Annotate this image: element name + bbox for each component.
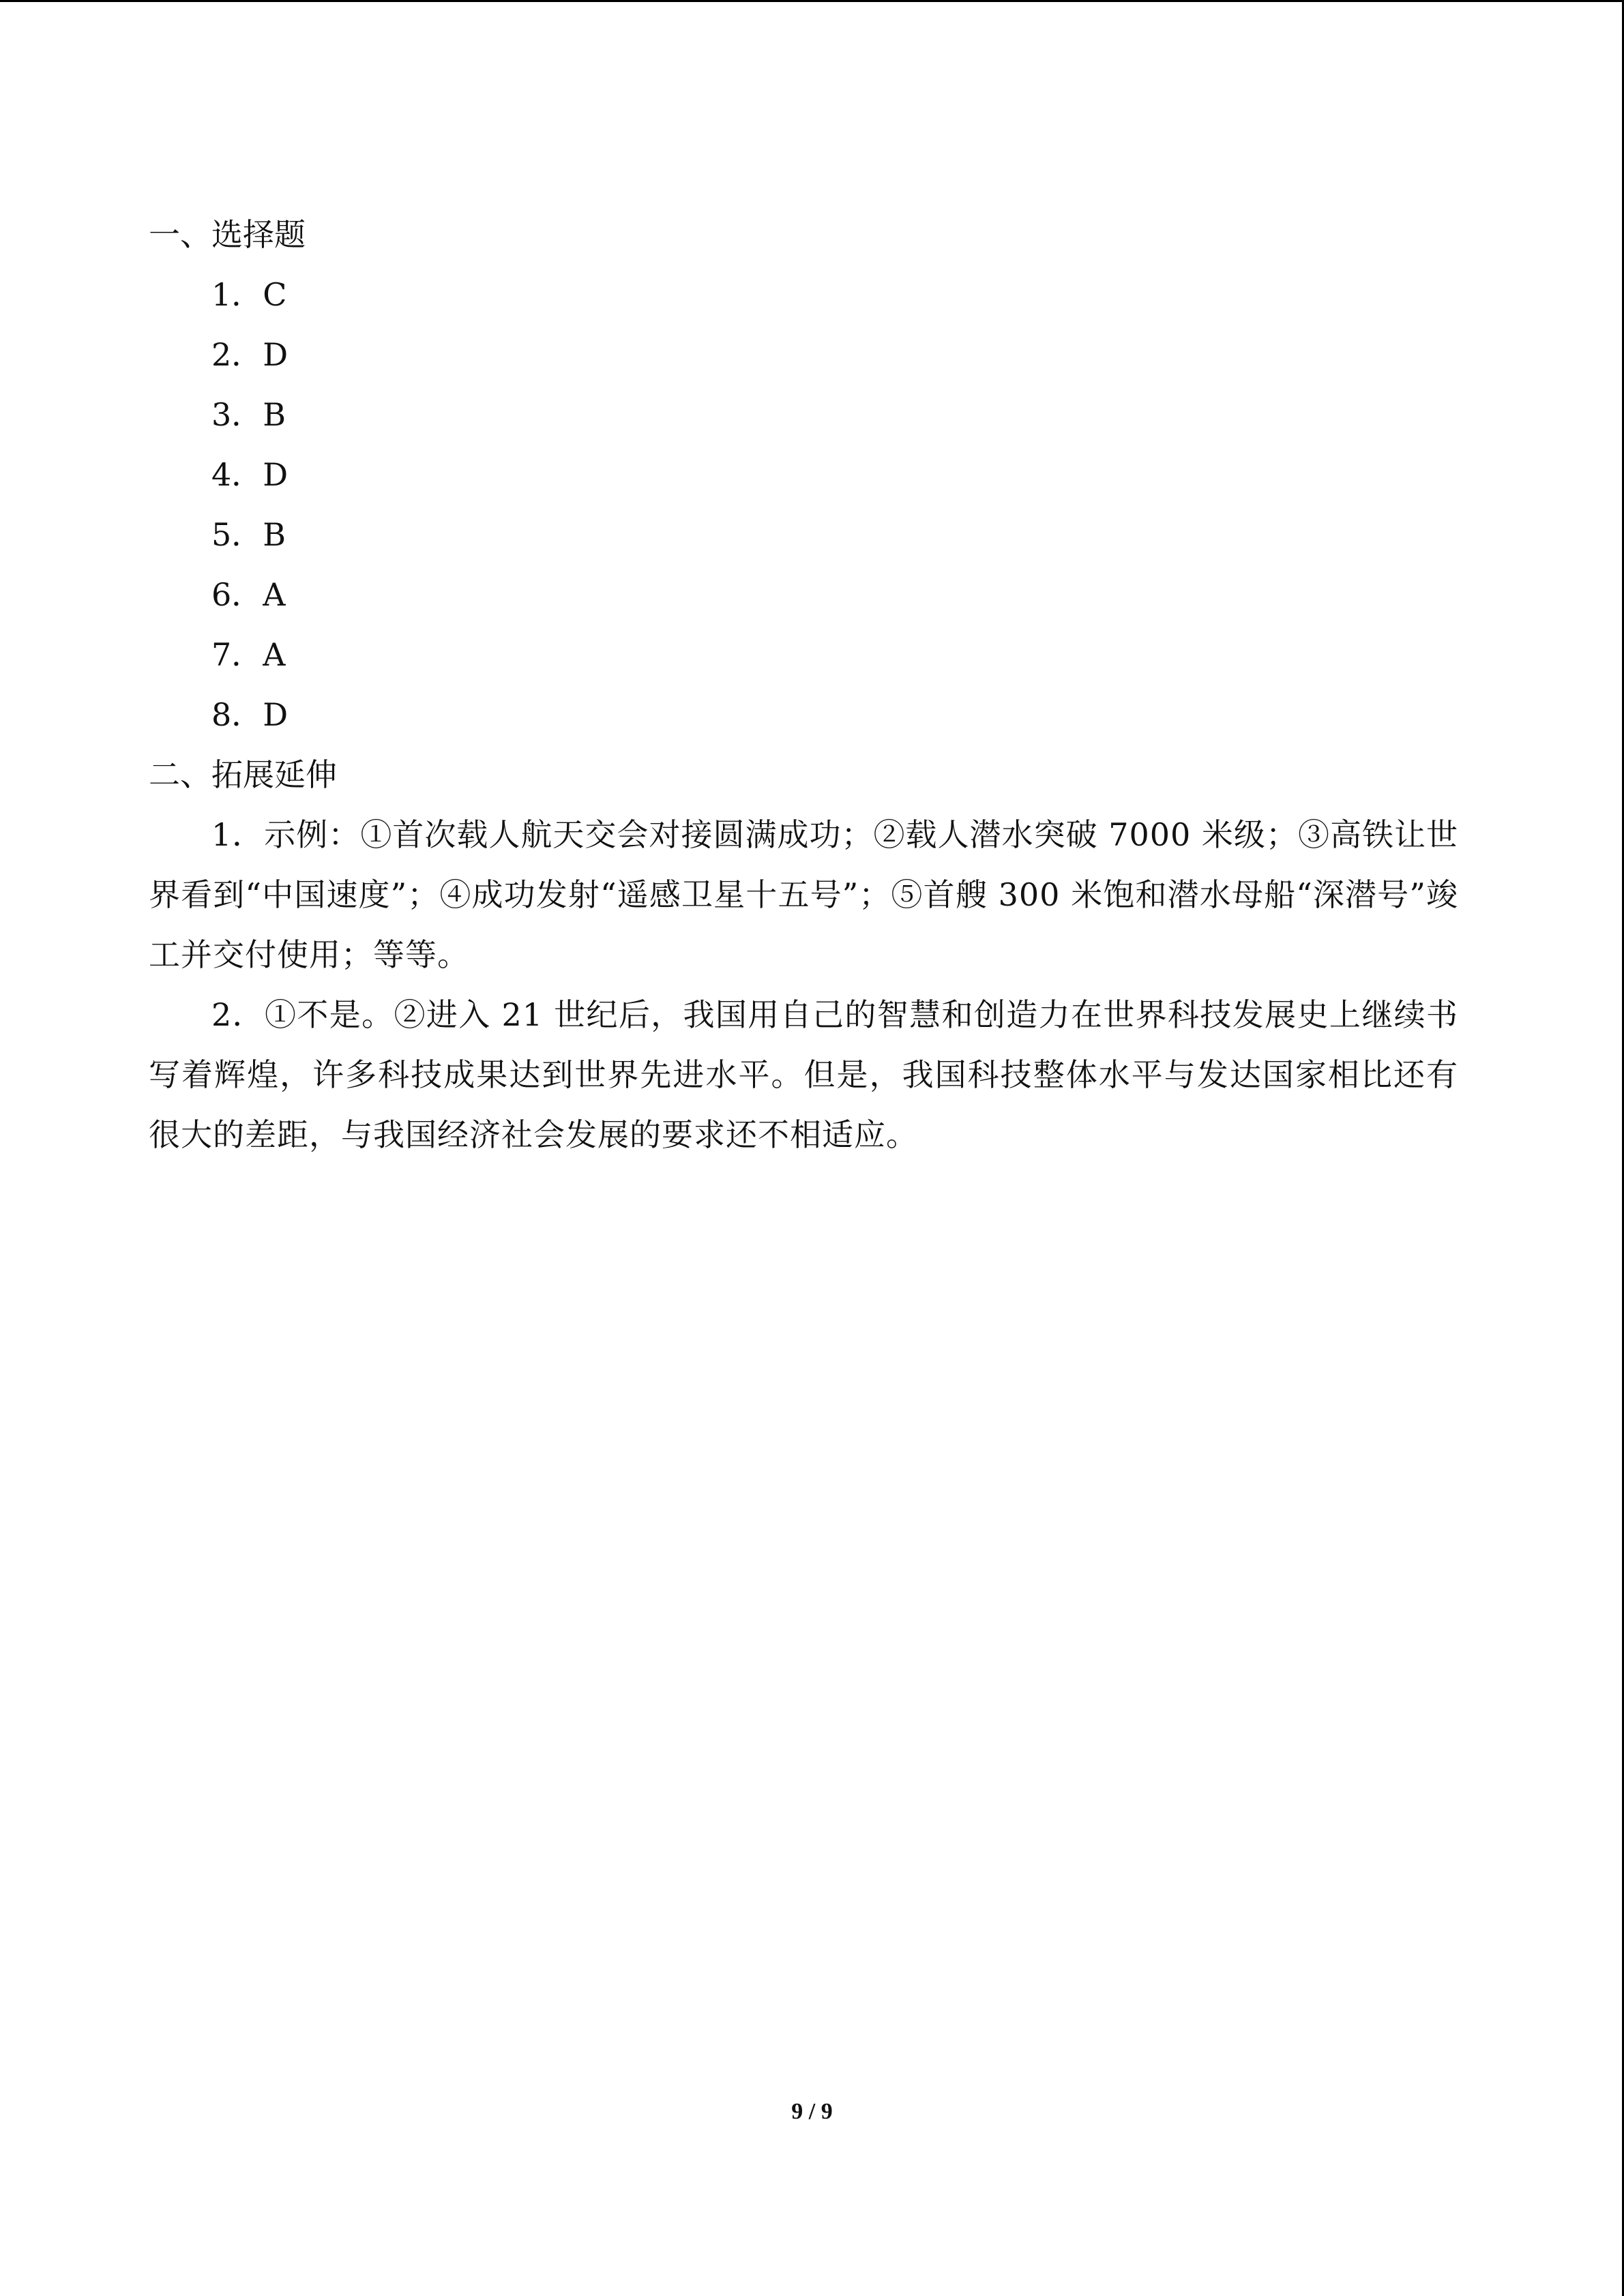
choice-answer-list: [149, 265, 1458, 745]
extension-answer-2: 2．①不是。②进入 21 世纪后，我国用自己的智慧和创造力在世界科技发展史上继续书写着辉煌，许多科技成果达到世界先进水平。但是，我国科技整体水平与发达国家相比还有很大的差距，与我国经济社会发展的要求还不相适应。: [149, 996, 1458, 1153]
extension-answer-1: 1．示例：①首次载人航天交会对接圆满成功；②载人潜水突破 7000 米级；③高铁让世界看到“中国速度”；④成功发射“遥感卫星十五号”；⑤首艘 300 米饱和潜水母船“深潜号”竣工并交付使用；等等。: [149, 816, 1458, 973]
page-number: 9 / 9: [791, 2099, 833, 2124]
answer-item-7: 7．A: [211, 636, 286, 673]
answer-item-8: 8．D: [211, 696, 289, 733]
section-heading-extension: 二、拓展延伸: [149, 756, 337, 793]
answer-item-4: 4．D: [211, 456, 289, 493]
page-top-border: [0, 0, 1624, 2]
answer-item-5: 5．B: [211, 516, 286, 553]
answer-item-6: 6．A: [211, 576, 286, 613]
answer-item-2: 2．D: [211, 336, 289, 373]
document-body: [149, 205, 1458, 1165]
section-heading-choice: 一、选择题: [149, 216, 306, 253]
answer-item-1: 1．C: [211, 276, 287, 313]
answer-item-3: 3．B: [211, 396, 286, 433]
